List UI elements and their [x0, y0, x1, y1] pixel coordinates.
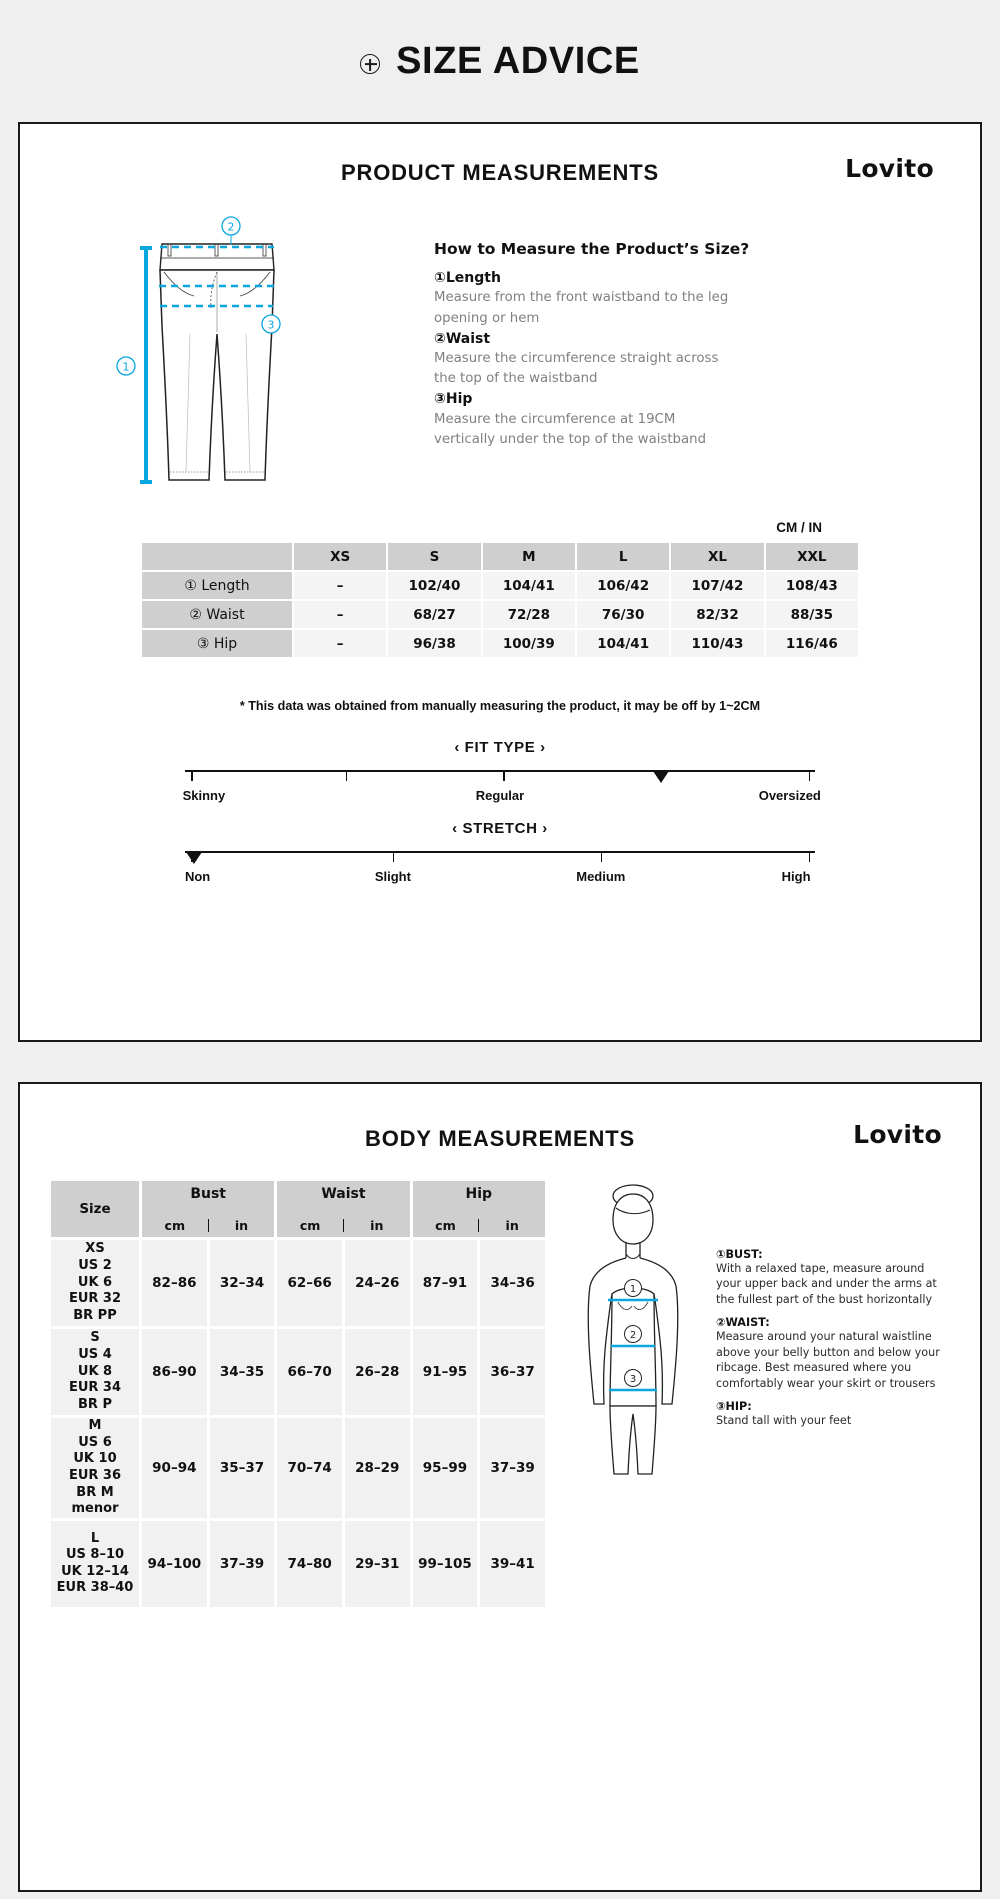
body-size-m-2: UK 10: [73, 1451, 117, 1467]
svg-text:3: 3: [629, 1374, 637, 1385]
cell-length-xxl: 108/43: [766, 572, 858, 599]
stretch-tick-3: [809, 853, 811, 862]
stretch-tick-1: [393, 853, 395, 862]
product-measurements-card: [18, 122, 982, 1042]
body-figure-legend: [708, 1174, 952, 1610]
body-cell-l-bust-in: 37–39: [210, 1521, 275, 1607]
body-cell-s-hip-in: 36–37: [480, 1329, 545, 1415]
cell-waist-l: 76/30: [577, 601, 669, 628]
legend-title-hip: ③HIP:: [716, 1400, 752, 1414]
body-group-sub-bust: [142, 1218, 274, 1233]
cell-waist-s: 68/27: [388, 601, 480, 628]
body-cell-xs-bust-in: 32–34: [210, 1240, 275, 1326]
col-header-xxl: XXL: [766, 543, 858, 570]
body-cell-m-bust-cm: 90–94: [142, 1418, 207, 1518]
body-cell-xs-bust-cm: 82–86: [142, 1240, 207, 1326]
product-measurements-table: [140, 541, 860, 659]
body-figure-svg: [558, 1174, 708, 1504]
fit-type-title: ‹ FIT TYPE ›: [454, 739, 546, 756]
how-to-item-length-label: ①Length: [434, 270, 501, 286]
col-header-m: M: [483, 543, 575, 570]
table-row-hip: [142, 630, 858, 657]
how-to-item-length: [434, 268, 940, 329]
cell-waist-xl: 82/32: [671, 601, 763, 628]
body-measurements-card: [18, 1082, 982, 1892]
body-group-sub-hip: [413, 1218, 545, 1233]
stretch-scale: [185, 820, 815, 895]
legend-title-waist: ②WAIST:: [716, 1316, 770, 1330]
body-cell-s-waist-in: 26–28: [345, 1329, 410, 1415]
fit-type-label-skinny: Skinny: [182, 788, 226, 803]
plus-circle-icon: [360, 54, 380, 74]
product-card-title: PRODUCT MEASUREMENTS: [341, 160, 659, 185]
body-cell-xs-waist-cm: 62–66: [277, 1240, 342, 1326]
body-size-xs-1: US 2: [78, 1258, 112, 1274]
brand-logo-body: Lovito: [853, 1120, 942, 1149]
svg-text:1: 1: [629, 1284, 637, 1295]
body-cell-m-waist-in: 28–29: [345, 1418, 410, 1518]
col-header-l: L: [577, 543, 669, 570]
how-to-measure-block: [420, 214, 940, 514]
svg-text:2: 2: [629, 1330, 637, 1341]
legend-desc-hip: Stand tall with your feet: [716, 1414, 852, 1428]
cell-hip-s: 96/38: [388, 630, 480, 657]
body-table-row-xs: [51, 1240, 545, 1326]
how-to-item-waist-label: ②Waist: [434, 330, 491, 347]
cell-waist-xs: –: [294, 601, 386, 628]
body-table-row-m: [51, 1418, 545, 1518]
body-cell-m-hip-in: 37–39: [480, 1418, 545, 1518]
fit-type-label-oversized: Oversized: [758, 788, 821, 803]
body-size-cell-s: [51, 1329, 139, 1415]
body-cell-s-bust-in: 34–35: [210, 1329, 275, 1415]
how-to-item-hip: [434, 389, 940, 450]
body-size-s-2: UK 8: [77, 1363, 113, 1379]
brand-logo-product: Lovito: [845, 154, 934, 183]
body-cell-s-bust-cm: 86–90: [142, 1329, 207, 1415]
stretch-label-slight: Slight: [374, 869, 411, 884]
cell-length-m: 104/41: [483, 572, 575, 599]
body-size-l-3: EUR 38–40: [56, 1580, 134, 1596]
cell-length-xl: 107/42: [671, 572, 763, 599]
stretch-label-medium: Medium: [576, 869, 626, 884]
svg-text:1: 1: [122, 360, 130, 374]
legend-title-bust: ①BUST:: [716, 1248, 763, 1261]
body-subcol-bust-cm: cm: [164, 1217, 186, 1233]
body-subcol-hip-in: in: [505, 1217, 519, 1233]
body-cell-l-hip-cm: 99–105: [413, 1521, 478, 1607]
body-size-xs-0: XS: [85, 1241, 105, 1257]
fit-type-tick-3: [809, 772, 811, 781]
body-col-group-bust: [142, 1181, 274, 1237]
body-card-header: [20, 1084, 980, 1174]
body-measurements-area: [20, 1174, 980, 1610]
row-label-hip: ③ Hip: [142, 630, 292, 657]
pants-svg: [60, 214, 420, 524]
cell-hip-l: 104/41: [577, 630, 669, 657]
cell-length-l: 106/42: [577, 572, 669, 599]
fit-type-labels: [182, 788, 821, 814]
svg-text:3: 3: [267, 318, 275, 332]
body-size-l-2: UK 12–14: [61, 1563, 129, 1579]
body-size-s-3: EUR 34: [68, 1380, 122, 1396]
body-cell-m-bust-in: 35–37: [210, 1418, 275, 1518]
table-row-waist: [142, 601, 858, 628]
body-table-row-l: [51, 1521, 545, 1607]
fit-type-tick-0: [191, 772, 193, 781]
col-header-xs: XS: [294, 543, 386, 570]
stretch-label-non: Non: [184, 869, 211, 884]
how-to-measure-heading: How to Measure the Product’s Size?: [434, 240, 750, 258]
body-size-s-1: US 4: [78, 1347, 112, 1363]
row-label-length: ① Length: [142, 572, 292, 599]
stretch-axis: [185, 851, 815, 859]
body-size-cell-xs: [51, 1240, 139, 1326]
how-to-item-waist-desc: Measure the circumference straight across the top of the waistband: [434, 351, 719, 387]
cell-hip-xs: –: [294, 630, 386, 657]
how-to-item-waist: [434, 329, 940, 390]
stretch-label-high: High: [781, 869, 811, 884]
body-table-header-row: [51, 1181, 545, 1237]
body-cell-xs-hip-in: 34–36: [480, 1240, 545, 1326]
cell-length-xs: –: [294, 572, 386, 599]
fit-type-tick-1: [346, 772, 348, 781]
body-subcol-hip-cm: cm: [435, 1217, 456, 1233]
col-header-xl: XL: [671, 543, 763, 570]
table-corner-cell: [142, 543, 292, 570]
body-cell-l-hip-in: 39–41: [480, 1521, 545, 1607]
unit-label: CM / IN: [776, 520, 822, 535]
fit-type-scale: [182, 739, 821, 814]
body-card-title: BODY MEASUREMENTS: [365, 1126, 635, 1151]
fit-type-label-regular: Regular: [475, 788, 525, 803]
body-size-s-4: BR P: [78, 1396, 112, 1412]
body-col-header-size: Size: [51, 1181, 139, 1237]
body-size-l-1: US 8–10: [65, 1547, 125, 1563]
body-size-s-0: S: [90, 1330, 100, 1346]
measurement-disclaimer: * This data was obtained from manually measuring the product, it may be off by 1~2CM: [239, 699, 761, 713]
body-group-label-waist: Waist: [321, 1185, 366, 1202]
body-cell-xs-waist-in: 24–26: [345, 1240, 410, 1326]
cell-waist-m: 72/28: [483, 601, 575, 628]
body-size-l-0: L: [90, 1530, 100, 1546]
body-group-label-bust: Bust: [190, 1185, 226, 1202]
body-size-xs-2: UK 6: [77, 1274, 113, 1290]
body-cell-m-hip-cm: 95–99: [413, 1418, 478, 1518]
how-to-item-length-desc: Measure from the front waistband to the leg opening or hem: [434, 290, 729, 326]
body-size-xs-3: EUR 32: [68, 1291, 122, 1307]
body-cell-l-waist-cm: 74–80: [277, 1521, 342, 1607]
body-cell-xs-hip-cm: 87–91: [413, 1240, 478, 1326]
product-card-header: [20, 124, 980, 214]
body-col-group-waist: [277, 1181, 409, 1237]
product-diagram-area: [20, 214, 980, 514]
col-header-s: S: [388, 543, 480, 570]
body-size-m-4: BR M menor: [71, 1484, 119, 1517]
cell-hip-m: 100/39: [483, 630, 575, 657]
body-group-sub-waist: [277, 1218, 409, 1233]
how-to-item-hip-desc: Measure the circumference at 19CM vertically under the top of the waistband: [434, 411, 707, 447]
body-size-cell-l: [51, 1521, 139, 1607]
body-subcol-waist-in: in: [370, 1217, 384, 1233]
fit-type-axis: [185, 770, 815, 778]
body-cell-l-bust-cm: 94–100: [142, 1521, 207, 1607]
cell-hip-xxl: 116/46: [766, 630, 858, 657]
cell-length-s: 102/40: [388, 572, 480, 599]
body-size-m-0: M: [88, 1418, 102, 1433]
row-label-waist: ② Waist: [142, 601, 292, 628]
stretch-tick-2: [601, 853, 603, 862]
body-col-group-hip: [413, 1181, 545, 1237]
body-subcol-bust-in: in: [234, 1217, 249, 1233]
cell-waist-xxl: 88/35: [766, 601, 858, 628]
table-row-length: [142, 572, 858, 599]
legend-desc-waist: Measure around your natural waistline above your belly button and below your ribcage. Best measured where you comfortably wear your skirt or trousers: [716, 1330, 940, 1390]
legend-desc-bust: With a relaxed tape, measure around your upper back and under the arms at the fullest part of the bust horizontally: [716, 1262, 937, 1306]
cell-hip-xl: 110/43: [671, 630, 763, 657]
body-size-xs-4: BR PP: [73, 1307, 117, 1323]
body-subcol-waist-cm: cm: [299, 1217, 321, 1233]
svg-text:2: 2: [227, 220, 235, 234]
body-cell-m-waist-cm: 70–74: [277, 1418, 342, 1518]
stretch-labels: [185, 869, 815, 895]
body-cell-l-waist-in: 29–31: [345, 1521, 410, 1607]
body-table-row-s: [51, 1329, 545, 1415]
body-cell-s-waist-cm: 66–70: [277, 1329, 342, 1415]
table-header-row: [142, 543, 858, 570]
page-title: SIZE ADVICE: [396, 39, 640, 82]
body-group-label-hip: Hip: [465, 1185, 493, 1202]
body-size-m-1: US 6: [78, 1434, 112, 1450]
pants-illustration: [60, 214, 420, 514]
body-measurements-table: [48, 1178, 548, 1610]
body-size-cell-m: [51, 1418, 139, 1518]
how-to-item-hip-label: ③Hip: [434, 391, 473, 408]
page-header: [0, 0, 1000, 122]
body-size-m-3: EUR 36: [68, 1467, 122, 1483]
stretch-marker: [186, 852, 202, 864]
body-cell-s-hip-cm: 91–95: [413, 1329, 478, 1415]
body-figure-area: [548, 1174, 952, 1610]
body-figure-illustration: [558, 1174, 708, 1610]
fit-type-tick-2: [503, 772, 505, 781]
fit-type-marker: [653, 771, 669, 783]
stretch-title: ‹ STRETCH ›: [452, 820, 548, 837]
